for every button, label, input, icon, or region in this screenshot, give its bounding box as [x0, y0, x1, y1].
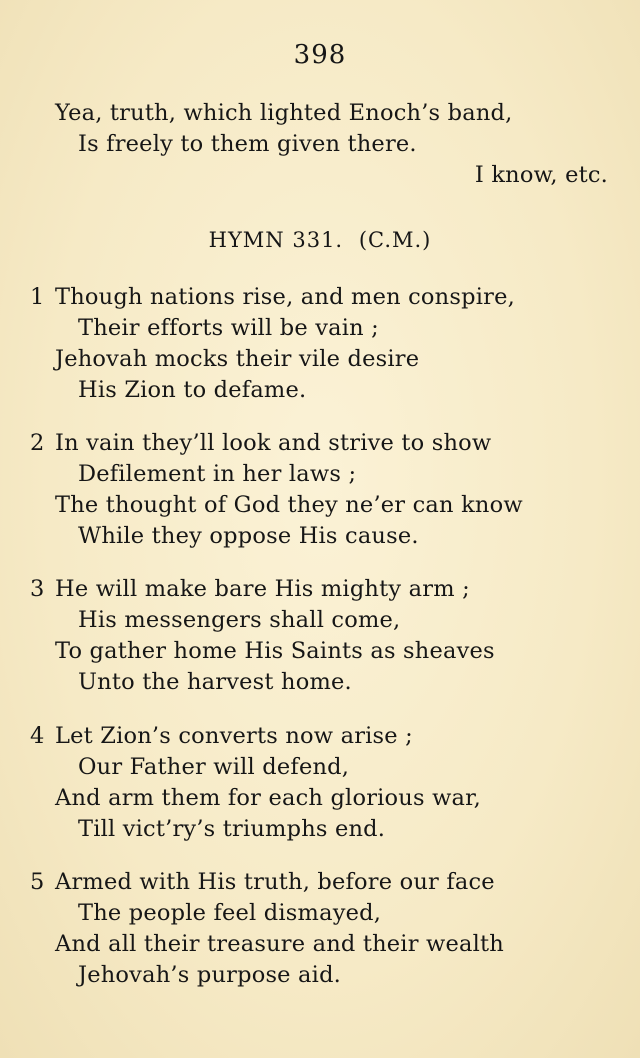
verse-number: 4 [30, 723, 45, 749]
previous-refrain: I know, etc. [474, 162, 608, 188]
verse-line: Till vict’ry’s triumphs end. [78, 816, 386, 842]
verse-line: His messengers shall come, [78, 607, 401, 633]
verse-line: Jehovah’s purpose aid. [78, 962, 342, 988]
verse-number: 2 [30, 430, 45, 456]
verse-line: The thought of God they ne’er can know [55, 492, 523, 518]
previous-line-1: Yea, truth, which lighted Enoch’s band, [55, 100, 513, 126]
previous-line-2: Is freely to them given there. [78, 131, 417, 157]
verse-number: 3 [30, 576, 45, 602]
verse-line: And arm them for each glorious war, [55, 785, 481, 811]
hymn-meter: (C.M.) [358, 228, 432, 252]
verse-line: He will make bare His mighty arm ; [55, 576, 470, 602]
verse-line: In vain they’ll look and strive to show [55, 430, 492, 456]
verse-line: While they oppose His cause. [78, 523, 419, 549]
verse-line: Our Father will defend, [78, 754, 350, 780]
verse-line: Jehovah mocks their vile desire [55, 346, 420, 372]
hymn-heading [0, 228, 640, 252]
verse-line: To gather home His Saints as sheaves [55, 638, 495, 664]
verse-line: His Zion to defame. [78, 377, 307, 403]
verse-line: Defilement in her laws ; [78, 461, 357, 487]
verse-number: 1 [30, 284, 45, 310]
verse-line: Let Zion’s converts now arise ; [55, 723, 413, 749]
verse-line: Armed with His truth, before our face [55, 869, 495, 895]
hymn-title: HYMN 331. [208, 228, 344, 252]
verse-line: The people feel dismayed, [78, 900, 382, 926]
page-number: 398 [293, 40, 347, 70]
verse-line: Unto the harvest home. [78, 669, 352, 695]
verse-number: 5 [30, 869, 45, 895]
verse-line: Their efforts will be vain ; [78, 315, 379, 341]
verse-line: And all their treasure and their wealth [55, 931, 504, 957]
verse-line: Though nations rise, and men conspire, [55, 284, 515, 310]
